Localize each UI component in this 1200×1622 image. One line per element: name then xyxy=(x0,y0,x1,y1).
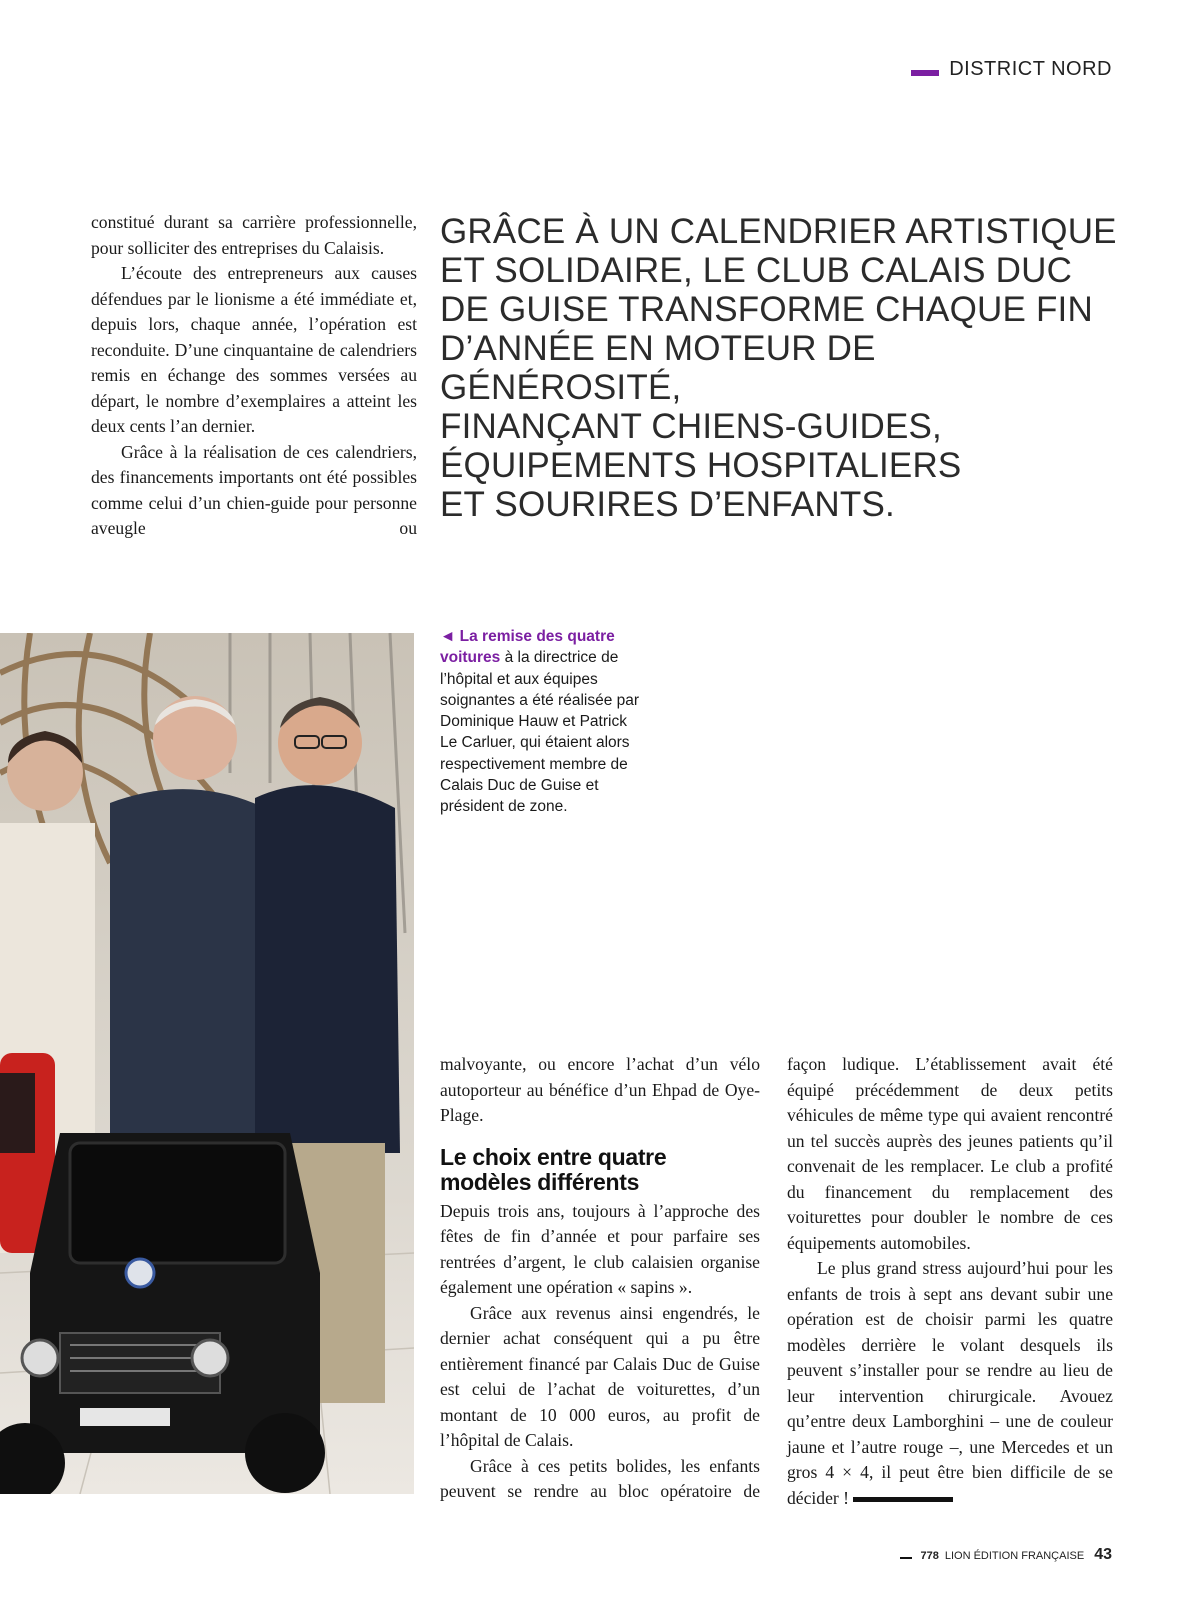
end-of-article-mark xyxy=(853,1497,953,1502)
pull-quote-line: ET SOURIRES D’ENFANTS. xyxy=(440,485,895,524)
body-paragraph: L’écoute des entrepreneurs aux causes défendues par le lionisme a été immédiate et, depuis lors, chaque année, l’opération est reconduite. D’une cinquantaine de calendriers remis en échange des sommes versées au départ, le nombre d’exemplaires a atteint les deux cents l’an dernier. xyxy=(91,263,417,436)
pull-quote-line: ET SOLIDAIRE, LE CLUB CALAIS DUC xyxy=(440,251,1073,290)
pull-quote-line: FINANÇANT CHIENS-GUIDES, xyxy=(440,407,942,446)
pull-quote xyxy=(440,212,1120,524)
body-paragraph: malvoyante, ou encore l’achat d’un vélo autoporteur au bénéfice d’un Ehpad de Oye-Plage. xyxy=(440,1054,760,1125)
page-number: 43 xyxy=(1094,1546,1112,1563)
body-paragraph-final xyxy=(787,1256,1113,1511)
body-column-right xyxy=(787,1052,1113,1511)
body-paragraph: Depuis trois ans, toujours à l’approche des fêtes de fin d’année et pour parfaire ses rentrées d’argent, le club calaisien organise également une opération « sapins ». xyxy=(440,1200,760,1297)
footer-dash xyxy=(900,1557,912,1559)
final-paragraph-text: Le plus grand stress aujourd’hui pour les enfants de trois à sept ans devant subir une opération est de choisir parmi les quatre modèles derrière le volant desquels ils peuvent s’installer pour se rendre au lieu de leur intervention chirurgicale. Avouez qu’entre deux Lamborghini – une de couleur jaune et l’autre rouge –, une Mercedes et un gros 4 × 4, il peut être bien difficile de se décider ! xyxy=(787,1258,1113,1508)
body-column-top xyxy=(91,210,417,542)
page-footer xyxy=(900,1546,1112,1564)
body-column-middle xyxy=(440,1052,760,1505)
photo-car-handover xyxy=(0,633,414,1494)
subheading: Le choix entre quatre modèles différents xyxy=(440,1143,667,1195)
body-paragraph: constitué durant sa carrière professionnelle, pour solliciter des entreprises du Calaisis. xyxy=(91,212,417,258)
caption-lead: La remise des quatre voitures xyxy=(440,628,615,667)
pull-quote-line: ÉQUIPEMENTS HOSPITALIERS xyxy=(440,446,962,485)
section-header xyxy=(911,58,1112,81)
section-accent-bar xyxy=(911,70,939,76)
pull-quote-line: DE GUISE TRANSFORME CHAQUE FIN xyxy=(440,290,1093,329)
issue-number: 778 xyxy=(920,1550,939,1562)
body-paragraph: Grâce à la réalisation de ces calendriers, des financements importants ont été possibles comme celui d’un chien-guide pour personne aveugle ou xyxy=(91,441,417,538)
photo-caption xyxy=(440,626,640,818)
caption-arrow-icon: ◄ xyxy=(440,628,456,645)
body-paragraph: façon ludique. L’établissement avait été équipé précédemment de deux petits véhicules de même type qui avaient rencontré un tel succès auprès des jeunes patients qu’il convenait de les remplacer. Le club a profité du financement du remplacement des voiturettes pour doubler le nombre de ces équipements automobiles. xyxy=(787,1054,1113,1253)
section-label: DISTRICT NORD xyxy=(949,58,1112,80)
body-paragraph: Grâce aux revenus ainsi engendrés, le dernier achat conséquent qui a pu être entièrement financé par Calais Duc de Guise est celui de l’achat de voiturettes, d’un montant de 10 000 euros, au profit de l’hôpital de Calais. xyxy=(440,1302,760,1450)
publication-name: LION ÉDITION FRANÇAISE xyxy=(944,1550,1085,1562)
body-paragraph: Grâce à ces petits bolides, les enfants peuvent se rendre au bloc opératoire de xyxy=(440,1455,760,1501)
pull-quote-line: GRÂCE À UN CALENDRIER ARTISTIQUE xyxy=(440,212,1117,251)
black-toy-car xyxy=(0,1133,325,1494)
caption-text: à la directrice de l’hôpital et aux équipes soignantes a été réalisée par Dominique Hauw et Patrick Le Carluer, qui étaient alors respectivement membre de Calais Duc de Guise et président de zone. xyxy=(440,649,640,816)
pull-quote-line: D’ANNÉE EN MOTEUR DE GÉNÉROSITÉ, xyxy=(440,329,876,407)
